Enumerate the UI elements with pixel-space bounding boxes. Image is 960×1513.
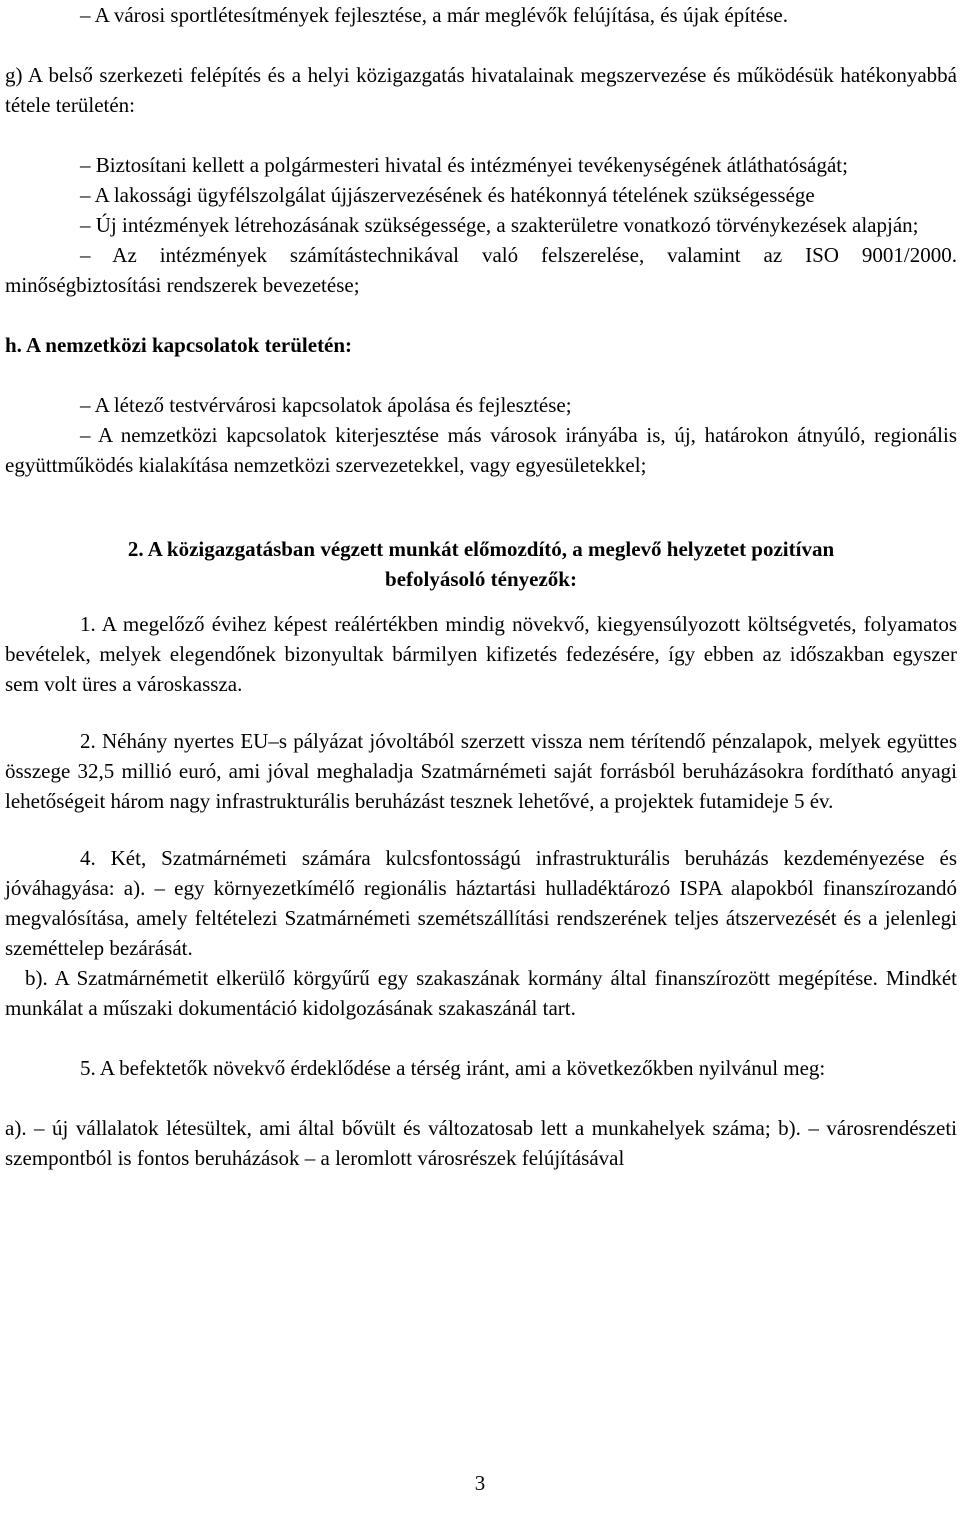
section-g-item-1: – Biztosítani kellett a polgármesteri hivatal és intézményei tevékenységének átláthatóságát; <box>80 153 848 177</box>
section-2-point-1: 1. A megelőző évihez képest reálértékben mindig növekvő, kiegyensúlyozott költségvetés, folyamatos bevételek, melyek elegendőnek bizonyultak bármilyen kifizetés fedezésére, így ebben az időszakban egyszer sem volt üres a városkassza. <box>5 612 957 696</box>
section-2-point-4: 4. Két, Szatmárnémeti számára kulcsfontosságú infrastrukturális beruházás kezdeményezése és jóváhagyása: a). – egy környezetkímélő regionális háztartási hulladéktározó ISPA alapokból finanszírozandó megvalósítása, amely feltételezi Szatmárnémeti szemétszállítási rendszerének teljes átszervezését és a jelenlegi szeméttelep bezárását. <box>5 846 957 960</box>
section-2-point-2: 2. Néhány nyertes EU–s pályázat jóvoltából szerzett vissza nem térítendő pénzalapok, melyek együttes összege 32,5 millió euró, ami jóval meghaladja Szatmárnémeti saját forrásból beruházásokra fordítható anyagi lehetőségeit három nagy infrastrukturális beruházást tesznek lehetővé, a projektek futamideje 5 év. <box>5 729 957 813</box>
section-g-heading: g) A belső szerkezeti felépítés és a helyi közigazgatás hivatalainak megszervezése és működésük hatékonyabbá tétele területén: <box>5 63 957 117</box>
section-g-item-2: – A lakossági ügyfélszolgálat újjászervezésének és hatékonnyá tételének szükségessége <box>80 183 815 207</box>
section-2-heading-line-1: 2. A közigazgatásban végzett munkát előmozdító, a meglevő helyzetet pozitívan <box>127 537 835 561</box>
paragraph-city-sports: – A városi sportlétesítmények fejlesztése, a már meglévők felújítása, és újak építése. <box>80 3 788 27</box>
document-page <box>5 0 957 1173</box>
page-number: 3 <box>474 1471 486 1495</box>
section-2-point-5-text: a). – új vállalatok létesültek, ami által bővült és változatosab lett a munkahelyek száma; b). – városrendészeti szempontból is fontos beruházások – a leromlott városrészek felújításával <box>5 1116 957 1170</box>
section-2-point-5: 5. A befektetők növekvő érdeklődése a térség iránt, ami a következőkben nyilvánul meg: <box>80 1056 826 1080</box>
section-h-item-2: – A nemzetközi kapcsolatok kiterjesztése más városok irányába is, új, határokon átnyúló, regionális együttműködés kialakítása nemzetközi szervezetekkel, vagy egyesületekkel; <box>5 423 957 477</box>
section-h-item-1: – A létező testvérvárosi kapcsolatok ápolása és fejlesztése; <box>80 393 572 417</box>
section-2-heading-line-2: befolyásoló tényezők: <box>385 567 577 591</box>
section-g-item-3: – Új intézmények létrehozásának szükségessége, a szakterületre vonatkozó törvénykezések alapján; <box>80 213 919 237</box>
section-g-item-4: – Az intézmények számítástechnikával való felszerelése, valamint az ISO 9001/2000. minőségbiztosítási rendszerek bevezetése; <box>5 243 957 297</box>
section-2-point-4b: b). A Szatmárnémetit elkerülő körgyűrű egy szakaszának kormány által finanszírozött megépítése. Mindkét munkálat a műszaki dokumentáció kidolgozásának szakaszánál tart. <box>5 966 957 1020</box>
section-h-heading: h. A nemzetközi kapcsolatok területén: <box>5 333 353 357</box>
